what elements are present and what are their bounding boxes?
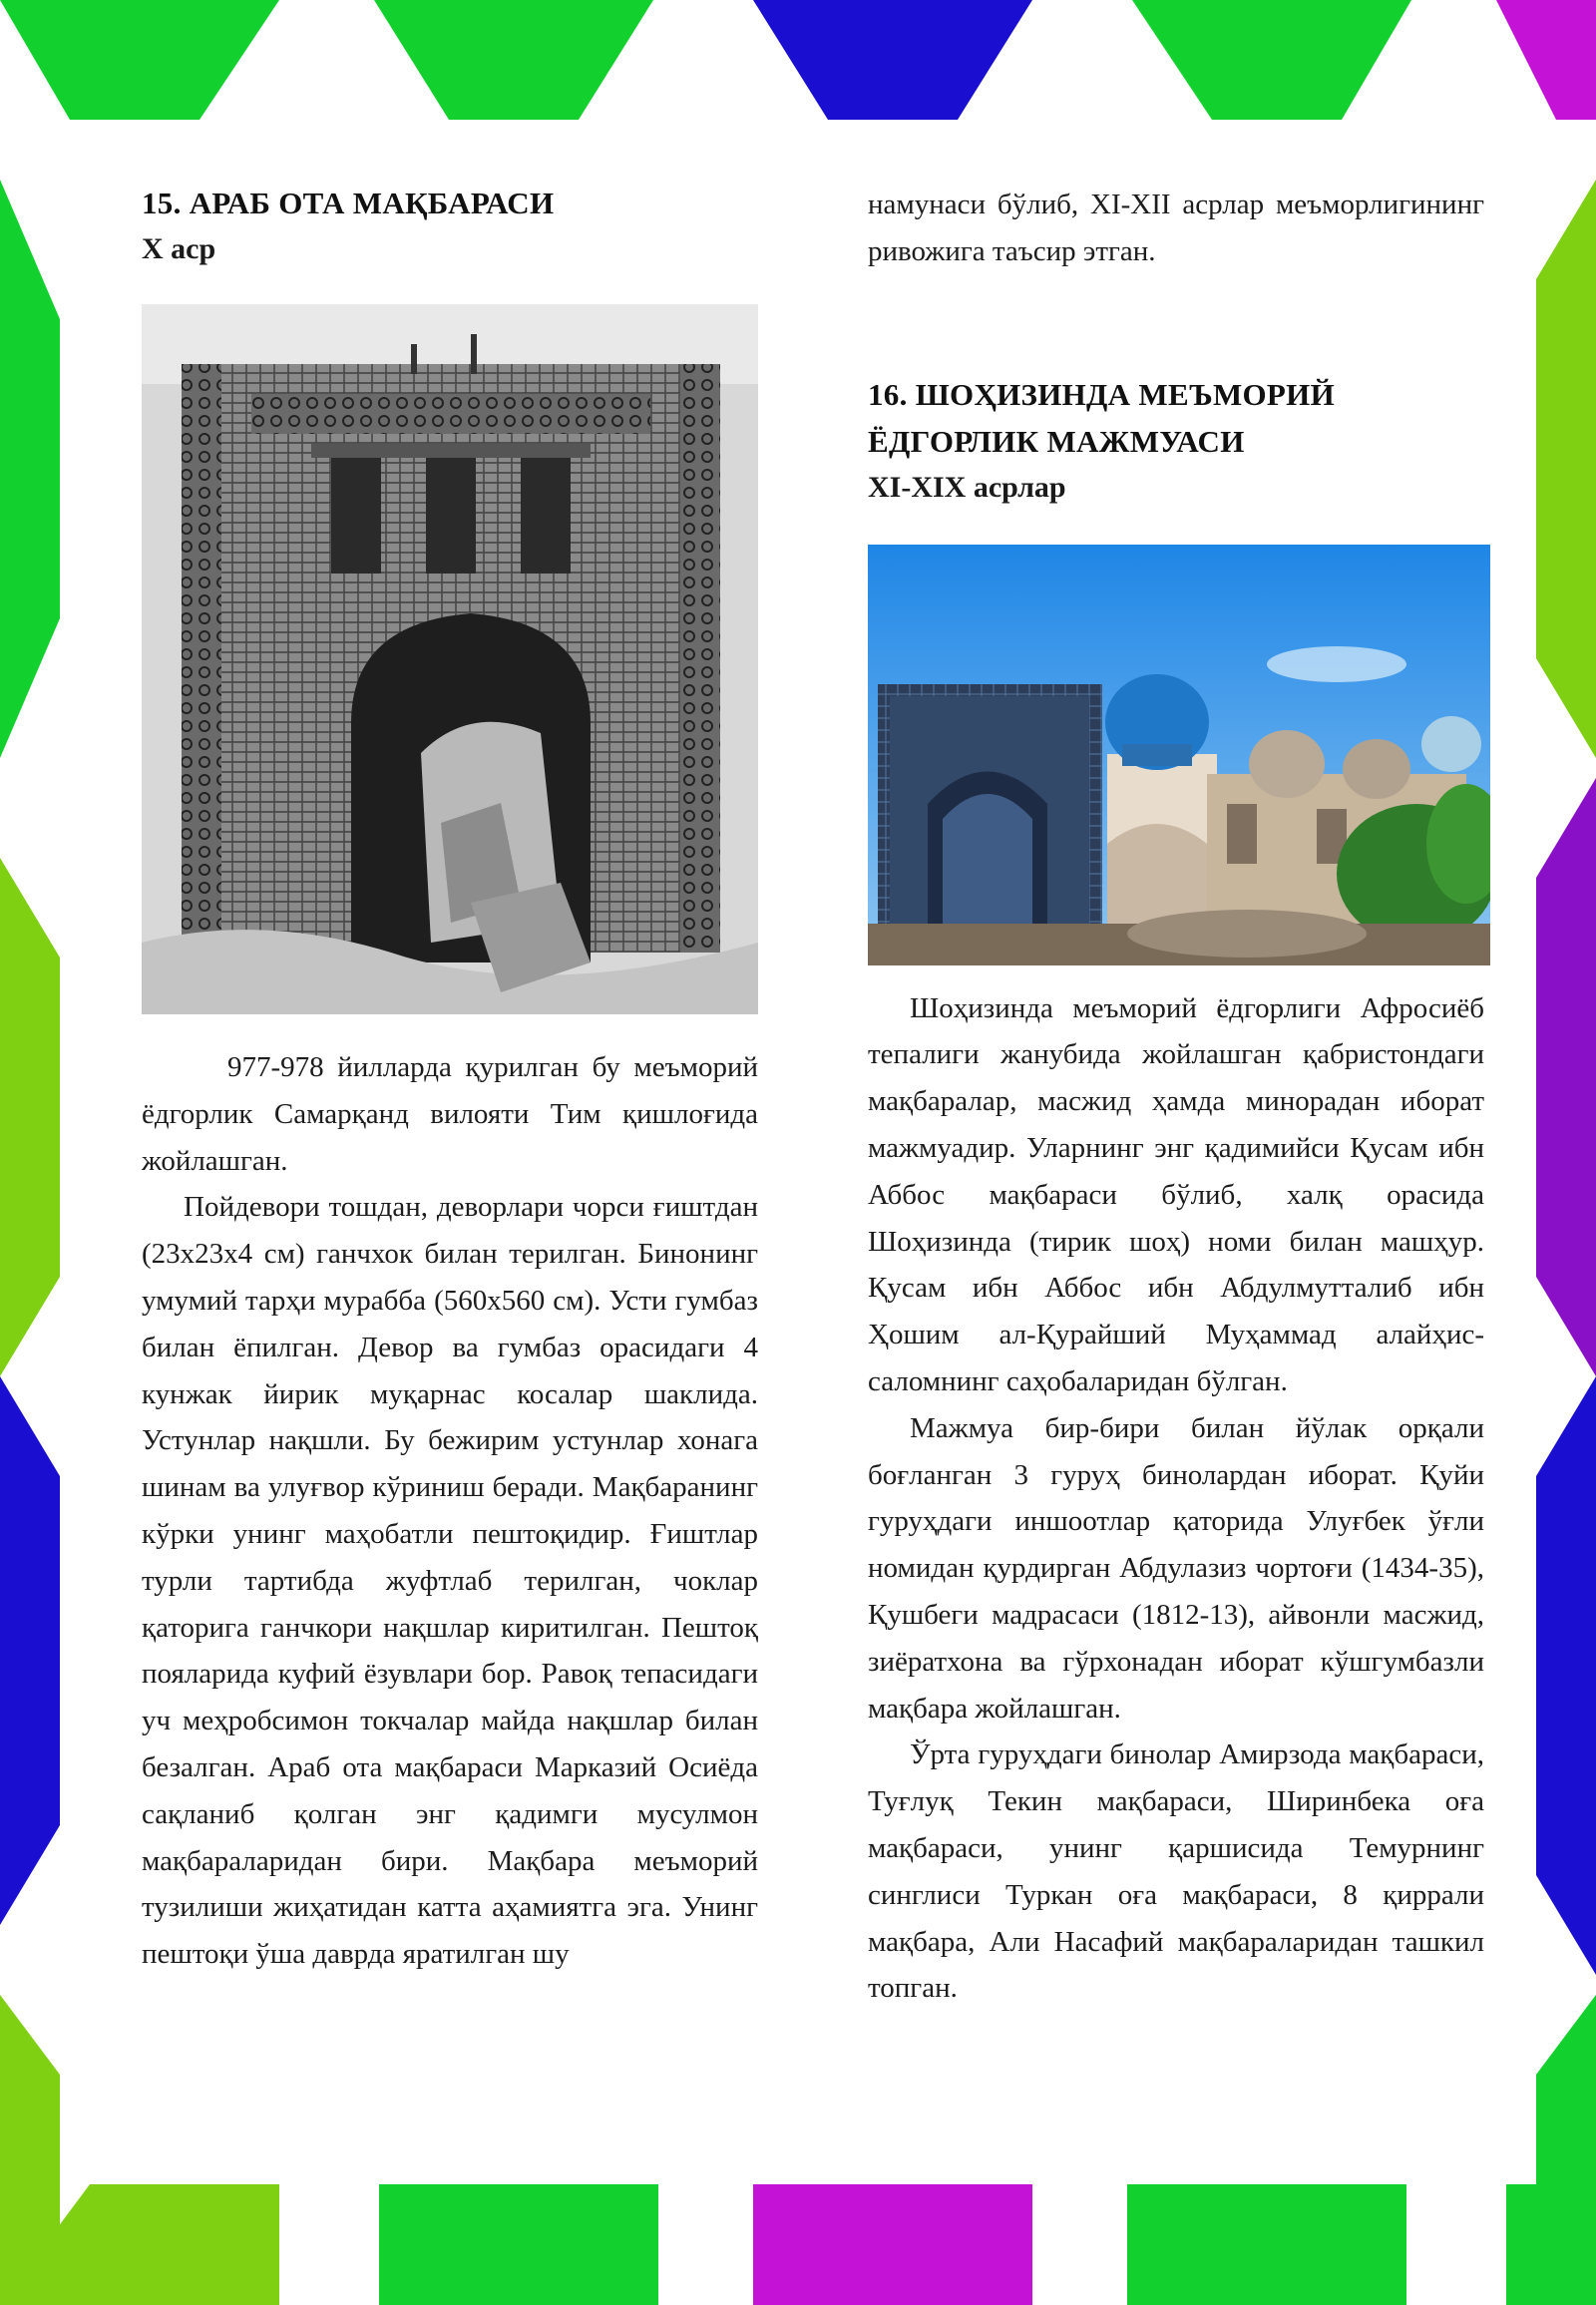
- book-page: [60, 120, 1534, 2184]
- section-15-text: [142, 1044, 758, 1978]
- paragraph: Шоҳизинда меъморий ёдгорлиги Афросиёб тепалиги жанубида жойлашган қабристондаги мақбаралар, масжид ҳамда минорадан иборат мажмуадир. Уларнинг энг қадимийси Қусам ибн Аббос мақбараси бўлиб, халқ орасида Шоҳизинда (тирик шоҳ) номи билан машҳур. Қусам ибн Аббос ибн Абдулмутталиб ибн Ҳошим ал-Қурайший Муҳаммад алайҳис-саломнинг саҳобаларидан бўлган.: [868, 991, 1484, 1397]
- shohizinda-complex-photo: [868, 545, 1490, 965]
- paragraph: Мажмуа бир-бири билан йўлак орқали боғланган 3 гуруҳ бинолардан иборат. Қуйи гуруҳдаги иншоотлар қаторида Улуғбек ўғли номидан қурдирган Абдулазиз чортоғи (1434-35), Қушбеги мадрасаси (1812-13), айвонли масжид, зиёратхона ва гўрхонадан иборат кўшгумбазли мақбара жойлашган.: [868, 1411, 1484, 1725]
- continued-paragraph: намунаси бўлиб, XI-XII асрлар меъморлигининг ривожига таъсир этган.: [868, 189, 1484, 267]
- paragraph: 977-978 йилларда қурилган бу меъморий ёдгорлик Самарқанд вилояти Тим қишлоғида жойлашган.: [142, 1051, 758, 1177]
- left-column: [142, 180, 758, 1978]
- paragraph: Ўрта гуруҳдаги бинолар Амирзода мақбараси, Туғлуқ Текин мақбараси, Ширинбека оға мақбараси, унинг қаршисида Темурнинг синглиси Туркан оға мақбараси, 8 қиррали мақбара, Али Насафий мақбараларидан ташкил топган.: [868, 1738, 1484, 2005]
- section-15-century: X аср: [142, 232, 216, 265]
- section-15-heading: 15. АРАБ ОТА МАҚБАРАСИ: [142, 186, 555, 220]
- section-16-text: [868, 985, 1484, 2013]
- section-16-header: [868, 371, 1484, 511]
- paragraph: Пойдевори тошдан, деворлари чорси ғиштдан (23х23х4 см) ганчхок билан терилган. Бинонинг умумий тарҳи мураббa (560х560 см). Усти гумбаз билан ёпилган. Девор ва гумбаз орасидаги 4 кунжак йирик муқарнас косалар шаклида. Устунлар нақшли. Бу бежирим устунлар хонага шинам ва улуғвор кўриниш беради. Мақбаранинг кўрки унинг маҳобатли пештоқидир. Ғиштлар турли тартибда жуфтлаб терилган, чоклар қаторига ганчкори нақшлар киритилган. Пештоқ пояларида куфий ёзувлари бор. Равоқ тепасидаги уч меҳробсимон токчалар майда нақшлар билан безалган. Араб ота мақбараси Марказий Осиёда сақланиб қолган энг қадимги мусулмон мақбараларидан бири. Мақбара меъморий тузилиши жиҳатидан катта аҳамиятга эга. Унинг пештоқи ўша даврда яратилган шу: [142, 1191, 758, 1971]
- right-column: [868, 182, 1484, 2012]
- section-16-heading-line1: 16. ШОҲИЗИНДА МЕЪМОРИЙ: [868, 376, 1335, 412]
- section-16-heading-line2: ЁДГОРЛИК МАЖМУАСИ: [868, 423, 1245, 459]
- arab-ota-mausoleum-photo: [142, 304, 758, 1014]
- bottom-fade: [60, 2144, 1534, 2184]
- section-16-century: XI-XIX асрлар: [868, 470, 1066, 504]
